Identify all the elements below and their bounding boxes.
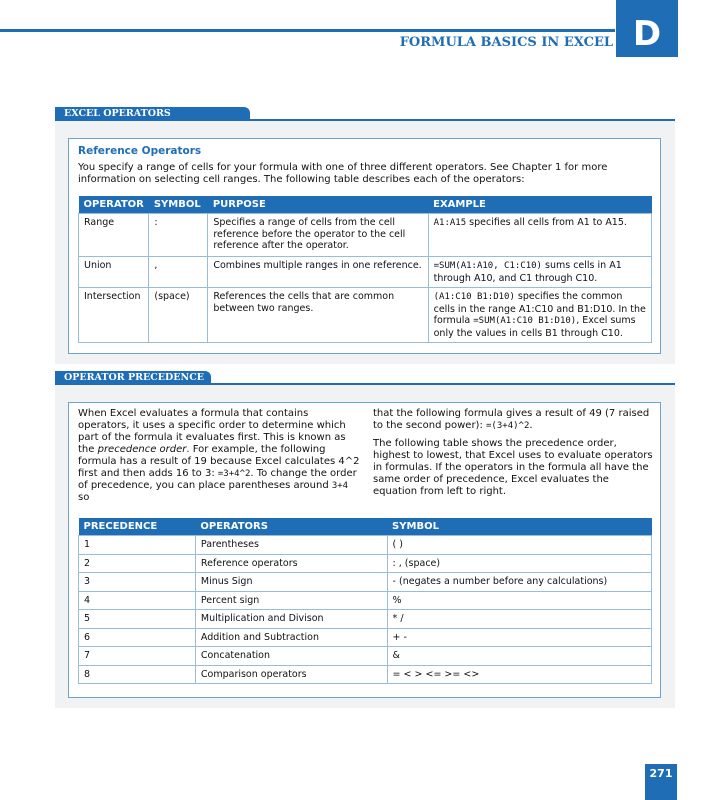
reference-operators-table	[78, 196, 652, 343]
chapter-tab: D	[616, 0, 678, 57]
cell-operator: Intersection	[79, 288, 149, 343]
precedence-text-col1: When Excel evaluates a formula that contains operators, it uses a specific order to determine which part of the formula it evaluates first. This is known as the precedence order. For example, the following formula has a result of 19 because Excel calculates 4^2 first and then adds 16 to 3: =3+4^2. To change the order of precedence, you can place parentheses around 3+4 so	[78, 408, 360, 503]
cell-example: A1:A15 specifies all cells from A1 to A15.	[428, 214, 651, 257]
cell-example: =SUM(A1:A10, C1:C10) sums cells in A1 through A10, and C1 through C10.	[428, 257, 651, 288]
col-header-precedence: PRECEDENCE	[79, 518, 196, 536]
running-header-title: FORMULA BASICS IN EXCEL	[399, 35, 613, 50]
cell-operator: Range	[79, 214, 149, 257]
section-tab-operators: EXCEL OPERATORS	[55, 107, 250, 120]
intro-text: You specify a range of cells for your formula with one of three different operators. See Chapter 1 for more information on selecting cell ranges. The following table describes each of the operators:	[78, 162, 608, 185]
col-header-symbol: SYMBOL	[387, 518, 651, 536]
precedence-description: The following table shows the precedence order, highest to lowest, that Excel uses to evaluate operators in formulas. If the operators in the formula all have the same order of precedence, Excel evaluates the equation from left to right.	[373, 438, 653, 497]
col-header-purpose: PURPOSE	[208, 196, 428, 214]
precedence-text-col2: that the following formula gives a result of 49 (7 raised to the second power): =(3+4)^2. The following table shows the precedence order, highest to lowest, that Excel uses to evaluate operators in formulas. If the operators in the formula all have the same order of precedence, Excel evaluates the equation from left to right.	[373, 408, 653, 497]
col-header-operators: OPERATORS	[195, 518, 387, 536]
table-row: 1 Parentheses ( )	[79, 536, 652, 555]
cell-purpose: Specifies a range of cells from the cell reference before the operator to the cell reference after the operator.	[208, 214, 428, 257]
table-row: 7 Concatenation &	[79, 647, 652, 666]
table-row: 8 Comparison operators = < > <= >= <>	[79, 665, 652, 684]
col-header-example: EXAMPLE	[428, 196, 651, 214]
cell-purpose: Combines multiple ranges in one reference.	[208, 257, 428, 288]
cell-purpose: References the cells that are common between two ranges.	[208, 288, 428, 343]
table-row: 2 Reference operators : , (space)	[79, 554, 652, 573]
box-heading: Reference Operators	[78, 145, 202, 157]
table-row	[79, 214, 652, 257]
table-row: 5 Multiplication and Divison * /	[79, 610, 652, 629]
page-number: 271	[645, 764, 677, 800]
cell-symbol: (space)	[149, 288, 208, 343]
table-row: 4 Percent sign %	[79, 591, 652, 610]
table-row	[79, 288, 652, 343]
term-precedence-order: precedence order	[97, 444, 187, 455]
precedence-table	[78, 518, 652, 684]
col-header-operator: OPERATOR	[79, 196, 149, 214]
col-header-symbol: SYMBOL	[149, 196, 208, 214]
table-row: 3 Minus Sign - (negates a number before any calculations)	[79, 573, 652, 592]
cell-symbol: ,	[149, 257, 208, 288]
section-tab-precedence: OPERATOR PRECEDENCE	[55, 371, 211, 384]
cell-symbol: :	[149, 214, 208, 257]
table-row	[79, 257, 652, 288]
cell-example: (A1:C10 B1:D10) specifies the common cells in the range A1:C10 and B1:D10. In the formula =SUM(A1:C10 B1:D10), Excel sums only the values in cells B1 through C10.	[428, 288, 651, 343]
table-row: 6 Addition and Subtraction + -	[79, 628, 652, 647]
header-rule	[0, 29, 615, 32]
cell-operator: Union	[79, 257, 149, 288]
